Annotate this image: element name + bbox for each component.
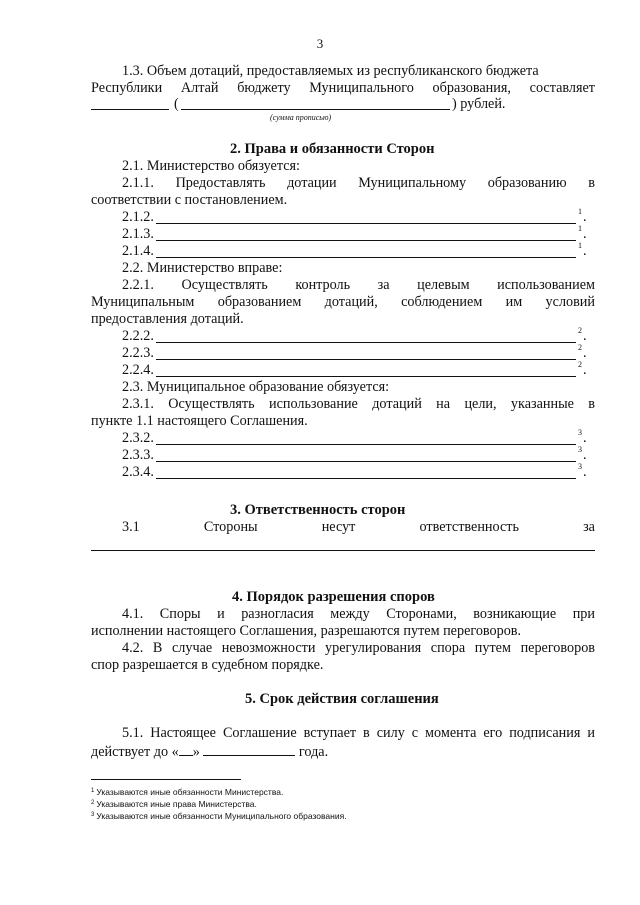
word: соблюдением <box>401 294 483 310</box>
para-4-2-line1 <box>122 640 595 657</box>
word: в <box>588 175 595 191</box>
word: образования, <box>432 80 511 96</box>
word: 2.3.1. <box>122 396 154 412</box>
para-2-2-1-line2 <box>91 294 595 311</box>
word: 4.2. <box>122 640 144 656</box>
item-2-1-3-label: 2.1.3. <box>122 226 154 242</box>
month-blank <box>203 742 295 756</box>
word: вступает <box>303 725 357 741</box>
word: условий <box>545 294 595 310</box>
word: на <box>436 396 451 412</box>
text-fragment: года. <box>298 744 329 760</box>
text-fragment: » <box>192 744 200 760</box>
word: 2.1.1. <box>122 175 154 191</box>
footnote-separator <box>91 779 241 780</box>
word: Осуществлять <box>168 396 255 412</box>
item-2-1-4-blank <box>156 257 576 258</box>
word: цели, <box>464 396 497 412</box>
footnote-text: Указываются иные обязанности Муниципального образования. <box>96 811 347 821</box>
item-dot: . <box>583 243 587 259</box>
footnote-2 <box>91 799 257 809</box>
item-dot: . <box>583 345 587 361</box>
item-dot: . <box>583 226 587 242</box>
footnote-ref-1: 1 <box>578 224 582 233</box>
item-dot: . <box>583 209 587 225</box>
word: 3.1 <box>122 519 140 535</box>
word: и <box>217 606 225 622</box>
section-5-heading: 5. Срок действия соглашения <box>245 691 439 707</box>
word: использование <box>268 396 358 412</box>
item-dot: . <box>583 430 587 446</box>
word: и <box>587 725 595 741</box>
word: Осуществлять <box>181 277 268 293</box>
word: Муниципального <box>309 80 414 96</box>
word: указанные <box>510 396 574 412</box>
para-2-3-1-line2: пункте 1.1 настоящего Соглашения. <box>91 413 308 429</box>
footnote-text: Указываются иные права Министерства. <box>96 799 257 809</box>
word: Муниципальным <box>91 294 195 310</box>
item-2-2-3-blank <box>156 359 576 360</box>
word: подписания <box>509 725 581 741</box>
word: спора <box>430 640 466 656</box>
para-2-3-1-line1 <box>122 396 595 413</box>
item-2-2-2-label: 2.2.2. <box>122 328 154 344</box>
footnote-ref-1: 1 <box>578 207 582 216</box>
item-2-2-4-blank <box>156 376 576 377</box>
word: Стороны <box>203 519 258 535</box>
word: Муниципальному <box>358 175 467 191</box>
item-2-3-3-label: 2.3.3. <box>122 447 154 463</box>
item-2-1-4-label: 2.1.4. <box>122 243 154 259</box>
footnote-ref-1: 1 <box>578 241 582 250</box>
para-2-3: 2.3. Муниципальное образование обязуется: <box>122 379 390 395</box>
word: несут <box>321 519 356 535</box>
word: путем <box>474 640 511 656</box>
item-dot: . <box>583 464 587 480</box>
word: ответственность <box>419 519 519 535</box>
footnote-mark: 2 <box>91 800 95 806</box>
word: использованием <box>497 277 595 293</box>
amount-words-blank <box>181 109 450 110</box>
item-2-2-2-blank <box>156 342 576 343</box>
footnote-1 <box>91 787 283 797</box>
word: разногласия <box>241 606 314 622</box>
word: составляет <box>529 80 595 96</box>
word: за <box>583 519 595 535</box>
word: случае <box>171 640 213 656</box>
item-2-3-4-label: 2.3.4. <box>122 464 154 480</box>
paren-open: ( <box>174 96 179 112</box>
footnote-ref-3: 3 <box>578 462 582 471</box>
word: бюджету <box>237 80 291 96</box>
para-2-1-1-line1 <box>122 175 595 192</box>
paren-close-rubles: ) рублей. <box>452 96 506 112</box>
para-1-3-line1: 1.3. Объем дотаций, предоставляемых из республиканского бюджета <box>122 63 539 79</box>
word: его <box>483 725 503 741</box>
word: Предоставлять <box>175 175 266 191</box>
word: Алтай <box>180 80 219 96</box>
text-fragment: действует до « <box>91 744 179 760</box>
amount-caption: (сумма прописью) <box>270 113 332 122</box>
para-2-1-1-line2: соответствии с постановлением. <box>91 192 288 208</box>
para-5-1-line1 <box>122 725 595 742</box>
item-2-3-2-blank <box>156 444 576 445</box>
word: целевым <box>417 277 470 293</box>
word: образованию <box>487 175 567 191</box>
para-2-2: 2.2. Министерство вправе: <box>122 260 283 276</box>
item-2-1-2-label: 2.1.2. <box>122 209 154 225</box>
item-2-3-4-blank <box>156 478 576 479</box>
para-4-2-line2: спор разрешается в судебном порядке. <box>91 657 324 673</box>
word: образованием <box>217 294 302 310</box>
item-dot: . <box>583 362 587 378</box>
item-2-1-3-blank <box>156 240 576 241</box>
word: за <box>377 277 390 293</box>
word: силу <box>376 725 405 741</box>
word: 5.1. <box>122 725 144 741</box>
word: 2.2.1. <box>122 277 154 293</box>
word: Настоящее <box>150 725 216 741</box>
item-2-3-2-label: 2.3.2. <box>122 430 154 446</box>
item-2-1-2-blank <box>156 223 576 224</box>
word: возникающие <box>473 606 557 622</box>
item-dot: . <box>583 447 587 463</box>
word: контроль <box>295 277 351 293</box>
para-4-1-line2: исполнении настоящего Соглашения, разрешаются путем переговоров. <box>91 623 522 639</box>
section-2-heading: 2. Права и обязанности Сторон <box>230 141 435 157</box>
word: между <box>330 606 370 622</box>
word: урегулирования <box>325 640 422 656</box>
para-2-1: 2.1. Министерство обязуется: <box>122 158 300 174</box>
item-2-2-4-label: 2.2.4. <box>122 362 154 378</box>
word: дотаций, <box>324 294 378 310</box>
item-2-2-3-label: 2.2.3. <box>122 345 154 361</box>
footnote-ref-2: 2 <box>578 343 582 352</box>
footnote-3 <box>91 811 347 821</box>
word: 4.1. <box>122 606 144 622</box>
word: переговоров <box>520 640 595 656</box>
word: дотации <box>287 175 337 191</box>
para-1-3-line2 <box>91 80 595 97</box>
page-number: 3 <box>316 36 324 51</box>
word: им <box>505 294 523 310</box>
footnote-text: Указываются иные обязанности Министерства. <box>96 787 284 797</box>
footnote-mark: 3 <box>91 812 95 818</box>
word: В <box>152 640 163 656</box>
footnote-ref-3: 3 <box>578 428 582 437</box>
footnote-ref-3: 3 <box>578 445 582 454</box>
responsibility-blank <box>91 550 595 551</box>
footnote-ref-2: 2 <box>578 326 582 335</box>
footnote-mark: 1 <box>91 788 95 794</box>
section-4-heading: 4. Порядок разрешения споров <box>232 589 435 605</box>
word: момента <box>425 725 477 741</box>
day-blank <box>179 742 193 756</box>
word: Соглашение <box>222 725 297 741</box>
footnote-ref-2: 2 <box>578 360 582 369</box>
item-dot: . <box>583 328 587 344</box>
word: Сторонами, <box>386 606 457 622</box>
word: в <box>363 725 370 741</box>
word: Республики <box>91 80 163 96</box>
word: Споры <box>159 606 201 622</box>
word: при <box>572 606 595 622</box>
para-3-1-line1 <box>122 519 595 536</box>
word: невозможности <box>221 640 316 656</box>
para-4-1-line1 <box>122 606 595 623</box>
section-3-heading: 3. Ответственность сторон <box>230 502 406 518</box>
para-2-2-1-line1 <box>122 277 595 294</box>
word: в <box>588 396 595 412</box>
word: с <box>411 725 419 741</box>
amount-blank <box>91 109 169 110</box>
word: дотаций <box>372 396 422 412</box>
item-2-3-3-blank <box>156 461 576 462</box>
para-2-2-1-line3: предоставления дотаций. <box>91 311 244 327</box>
para-5-1-line2 <box>91 742 328 761</box>
